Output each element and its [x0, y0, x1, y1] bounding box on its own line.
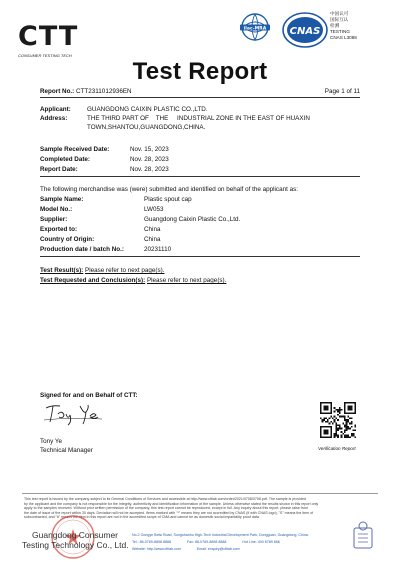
report-number-value: CTT2311012936EN: [76, 88, 132, 95]
report-number: [40, 88, 132, 96]
sample-divider: [40, 256, 360, 257]
ctt-logo-subtitle: CONSUMER TESTING TECH: [18, 53, 72, 58]
disclaimer-line-2: by the applicant and the company is not responsible for the integrity, authenticity and identification information of the sample. Unless otherwise stated the results shown in this report only: [24, 501, 319, 506]
sample-label-name: Sample Name:: [40, 196, 84, 203]
signature-image: [42, 400, 112, 426]
date-label-completed: Completed Date:: [40, 156, 91, 163]
test-requested-value: Please refer to next page(s).: [146, 277, 227, 284]
company-name-line-1: Guangdong Consumer: [32, 530, 119, 540]
intro-text: The following merchandise was (were) submitted and identified on behalf of the applicant as:: [40, 186, 298, 193]
test-result-label: Test Result(s):: [40, 267, 84, 274]
footer-address: No.2 Gongye Beisi Road, Songshanhu High-Tech Industrial Development Park, Dongguan, Guangdong, China.: [132, 533, 309, 537]
sample-label-model: Model No.:: [40, 206, 73, 213]
date-value-completed: Nov. 28, 2023: [130, 156, 169, 163]
sample-value-origin: China: [144, 236, 161, 243]
company-name-line-2: Testing Technology Co., Ltd.: [22, 540, 129, 550]
date-value-report: Nov. 28, 2023: [130, 166, 169, 173]
ilac-mra-logo: [235, 12, 275, 48]
sample-value-name: Plastic spout cap: [144, 196, 192, 203]
footer-web-row: [132, 547, 309, 552]
cnas-line-1: 中国认可: [330, 11, 349, 16]
date-label-received: Sample Received Date:: [40, 146, 110, 153]
disclaimer-line-5: subcontracted, and "#" means the item in this report are not in the accredited scope of CMA and cannot be as domestic social impartiality proof data.: [24, 515, 260, 520]
sample-label-exported: Exported to:: [40, 226, 78, 233]
signer-name: Tony Ye: [40, 438, 63, 445]
cnas-line-5: CNAS L3088: [330, 35, 357, 40]
sample-value-supplier: Guangdong Caixin Plastic Co.,Ltd.: [144, 216, 241, 223]
footer-website[interactable]: Website: http://www.cttlab.com: [132, 547, 181, 552]
date-value-received: Nov. 15, 2023: [130, 146, 169, 153]
address-label: Address:: [40, 115, 68, 122]
footer-email[interactable]: Email: enquiry@cttlab.com: [196, 547, 240, 552]
test-requested: [40, 277, 226, 285]
date-label-report: Report Date:: [40, 166, 78, 173]
footer-company-name: [22, 530, 129, 550]
footer-fax: Fax: 86-0769-8898 8888: [186, 540, 227, 545]
sample-value-exported: China: [144, 226, 161, 233]
sample-value-model: LW053: [144, 206, 164, 213]
page-indicator: Page 1 of 11: [324, 88, 360, 95]
disclaimer-line-4: the date of issue of the report within 30 days. Deviation will not be accepted. Items marked with "*" means they are not accredited by CNAS (if with CNAS logo), "S" means the item of: [24, 510, 314, 515]
applicant-value: GUANGDONG CAIXIN PLASTIC CO.,LTD.: [87, 106, 208, 113]
address-line-2: TOWN,SHANTOU,GUANGDONG,CHINA.: [87, 124, 206, 131]
footer-mascot-icon: [352, 520, 374, 550]
cnas-line-2: 国际互认: [330, 17, 349, 22]
address-line-1: THE THIRD PART OF THE INDUSTRIAL ZONE IN THE EAST OF HUAXIN: [87, 115, 310, 122]
verification-qr-code[interactable]: [320, 402, 356, 438]
signer-title: Technical Manager: [40, 447, 93, 454]
footer-contact: [132, 533, 309, 552]
cnas-accreditation-text: [330, 11, 357, 41]
sample-label-batch: Production date / batch No.:: [40, 246, 124, 253]
ctt-logo: [18, 22, 110, 62]
applicant-label: Applicant:: [40, 106, 71, 113]
disclaimer-line-3: apply to the samples received. Without prior written permission of the company, this test report cannot be reproduced, except in full. Any inquiry about this report, please raise from: [24, 506, 308, 511]
page-title: Test Report: [132, 58, 268, 85]
cnas-line-4: TESTING: [330, 29, 350, 34]
ctt-logo-text: CTT: [18, 21, 79, 52]
cnas-line-3: 检测: [330, 23, 340, 28]
report-number-label: Report No.:: [40, 88, 75, 95]
test-result: [40, 267, 164, 275]
ilac-mra-label: ilac-MRA: [243, 26, 267, 32]
header-divider: [40, 97, 360, 98]
test-requested-label: Test Requested and Conclusion(s):: [40, 277, 146, 284]
footer-tel: Tel.: 86-0769-8898 8888: [132, 540, 171, 545]
sample-label-supplier: Supplier:: [40, 216, 68, 223]
verification-label: Verification Report: [318, 446, 356, 451]
test-result-value: Please refer to next page(s).: [85, 267, 165, 274]
cnas-label: CNAS: [289, 26, 321, 37]
disclaimer-line-1: This test report is issued by the company subject to its General Conditions of Services and accessible at http://www.cttlab.com/order/2021/0708/0708.pdf. The sample is provided: [24, 497, 306, 501]
footer-phone-row: [132, 540, 309, 545]
sample-label-origin: Country of Origin:: [40, 236, 95, 243]
signed-for-label: Signed for and on Behalf of CTT:: [40, 392, 138, 399]
dates-divider: [40, 176, 360, 177]
cnas-logo: [281, 10, 329, 50]
sample-value-batch: 20231110: [144, 246, 172, 253]
footer-hotline: Hot Line: 400 6789 666: [242, 540, 280, 545]
